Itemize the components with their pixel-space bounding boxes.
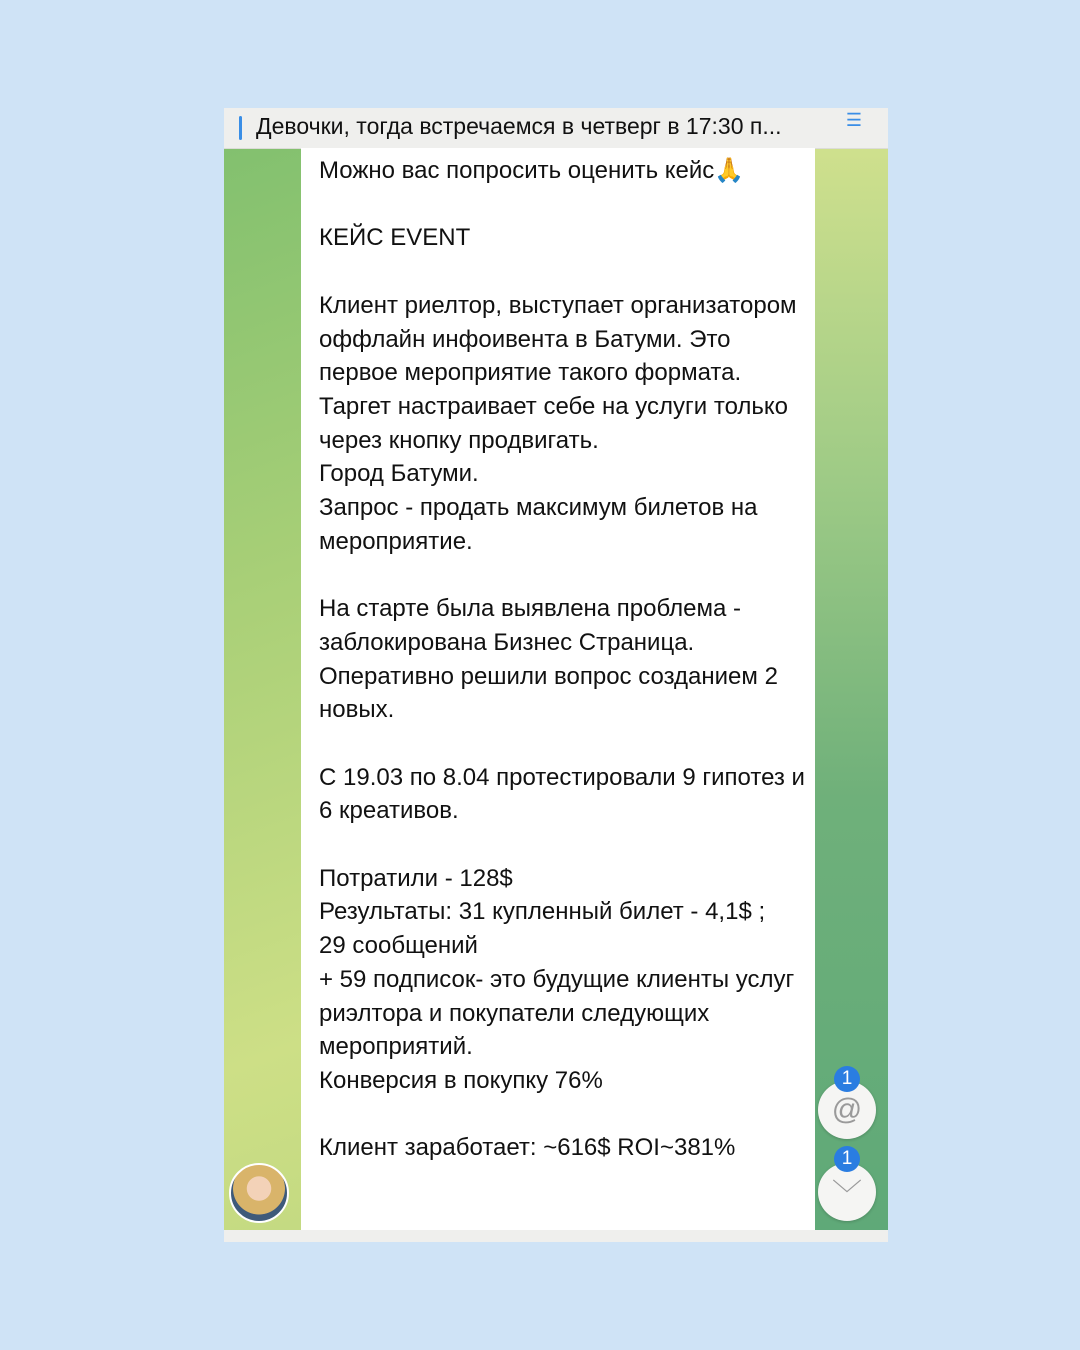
pinned-list-icon[interactable]: ☰ <box>845 110 862 130</box>
unread-badge: 1 <box>834 1146 860 1172</box>
chevron-down-icon: ﹀ <box>832 1179 862 1212</box>
mentions-badge: 1 <box>834 1066 860 1092</box>
message-text: Можно вас попросить оценить кейс🙏 КЕЙС EVENT Клиент риелтор, выступает организатором оффлайн инфоивента в Батуми. Это первое мероприятие такого формата. Таргет настраивает себе на услуги только через кнопку продвигать. Город Батуми. Запрос - продать максимум билетов на мероприятие. На старте была выявлена проблема - заблокирована Бизнес Страница. Оперативно решили вопрос созданием 2 новых. С 19.03 по 8.04 протестировали 9 гипотез и 6 креативов. Потратили - 128$ Результаты: 31 купленный билет - 4,1$ ; 29 сообщений + 59 подписок- это будущие клиенты услуг риэлтора и покупатели следующих мероприятий. Конверсия в покупку 76% Клиент заработает: ~616$ ROI~381% <box>319 157 805 1162</box>
pinned-indicator <box>239 116 242 140</box>
at-icon: @ <box>831 1093 863 1126</box>
pinned-message-bar[interactable] <box>224 108 888 149</box>
input-bar-edge <box>224 1230 888 1242</box>
pinned-message-text: Девочки, тогда встречаемся в четверг в 17:30 п... <box>256 113 782 139</box>
chat-window <box>224 108 888 1242</box>
message-bubble <box>301 148 815 1230</box>
avatar[interactable] <box>229 1163 289 1223</box>
